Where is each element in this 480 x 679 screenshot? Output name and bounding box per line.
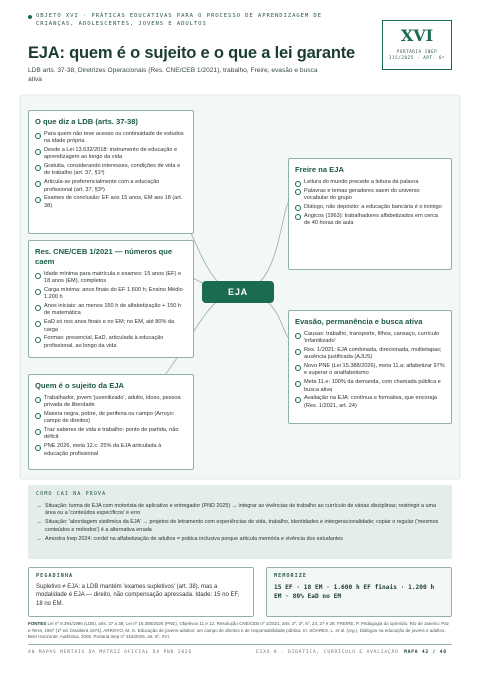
badge-number: XVI [400, 26, 434, 45]
box-ldb [28, 110, 194, 234]
memorize-text: 15 EF · 18 EM · 1.600 h EF finais · 1.200 h EM · 80% EaD no EM [274, 584, 435, 600]
list-item: Carga mínima: anos finais do EF 1.600 h; Ensino Médio 1.200 h [35, 287, 187, 302]
exam-item [36, 519, 444, 533]
list-item: Gratuita, considerando interesses, condições de vida e de trabalho (art. 37, §1º) [35, 163, 187, 178]
list-item: Traz saberes de vida e trabalho: ponto de partida, não déficit [35, 427, 187, 442]
box-evasao-list [295, 331, 445, 410]
list-item: Avaliação na EJA: contínua e formativa, que encoraja (Res. 1/2021, art. 24) [295, 395, 445, 410]
list-item: Idade mínima para matrícula e exames: 15 anos (EF) e 18 anos (EM), completos [35, 271, 187, 286]
kicker-line-1: OBJETO XVI · PRÁTICAS EDUCATIVAS PARA O PROCESSO DE APRENDIZAGEM DE [36, 13, 322, 19]
exam-title: COMO CAI NA PROVA [36, 491, 107, 497]
box-freire-list [295, 179, 445, 227]
box-freire [288, 158, 452, 270]
memorize-box [266, 567, 452, 617]
center-node-eja: EJA [202, 281, 274, 303]
footer-left: 40 MAPAS MENTAIS DA MATRIZ OFICIAL DA PND 2026 [28, 650, 193, 655]
pegadinha-text: Supletivo ≠ EJA: a LDB mantém 'exames supletivos' (art. 38), mas a modalidade é EJA — direito, não compensação apressada. Idade: 15 no EF, 18 no EM. [36, 584, 240, 607]
badge-line-1: PORTARIA INEP [396, 49, 438, 54]
box-res [28, 240, 194, 358]
box-sujeito [28, 374, 194, 470]
list-item: Exames de conclusão: EF aos 15 anos, EM aos 18 (art. 38) [35, 195, 187, 210]
exam-item-text: Situação: 'abordagem sistêmica da EJA' → projetos de letramento com experiências de vida, trabalho, identidades e intergeracionalidade; copiar o regular ('mesmos conteúdos e métodos') é a alternativa errada [45, 519, 439, 533]
footer-divider [28, 644, 452, 645]
memorize-title: MEMORIZE [274, 573, 307, 579]
box-res-title: Res. CNE/CEB 1/2021 — números que caem [35, 247, 173, 266]
list-item: Formas: presencial, EaD, articulada à educação profissional, ao longo da vida [35, 335, 187, 350]
box-ldb-list [35, 131, 187, 210]
page-subtitle: LDB arts. 37-38, Diretrizes Operacionais (Res. CNE/CEB 1/2021), trabalho, Freire, evasão e busca ativa [28, 67, 318, 83]
sources [28, 621, 452, 641]
box-evasao-title: Evasão, permanência e busca ativa [295, 317, 423, 326]
badge-line-2: 315/2025 · ART. 6º [388, 55, 446, 60]
box-sujeito-title: Quem é o sujeito da EJA [35, 381, 125, 390]
list-item: Anos iniciais: ao menos 150 h de alfabetização + 150 h de matemática [35, 303, 187, 318]
list-item: Novo PNE (Lei 15.388/2026), meta 11.a: alfabetizar 97% e superar o analfabetismo [295, 363, 445, 378]
list-item: Articula-se preferencialmente com a educação profissional (art. 37, §3º) [35, 179, 187, 194]
exam-item [36, 536, 444, 543]
box-evasao [288, 310, 452, 424]
exam-item [36, 503, 444, 517]
exam-item-text: Situação: turma de EJA com motorista de aplicativo e entregador (PND 2025) → integrar as vivências de trabalho ao currículo de várias disciplinas; restringir a uma área ou a 'conteúdos específicos' é erro [45, 503, 437, 517]
list-item: EaD só nos anos finais e no EM; no EM, até 80% da carga [35, 319, 187, 334]
footer-center: EIXO 8 · DIDÁTICA, CURRÍCULO E AVALIAÇÃO [256, 650, 399, 655]
list-item: Palavras e temas geradores saem do universo vocabular do grupo [295, 188, 445, 203]
arrow-right-icon: → [36, 519, 42, 526]
footer-page: MAPA 42 / 40 [404, 650, 447, 655]
list-item: Trabalhador, jovem 'juvenilizado', adulto, idoso, pessoa privada de liberdade [35, 395, 187, 410]
page-title: EJA: quem é o sujeito e o que a lei garante [28, 44, 355, 62]
exam-item-text: Amostra Inep 2024: cordel na alfabetização de adultos = prática inclusiva porque articula memória e vivência dos estudantes [45, 535, 344, 542]
list-item: Para quem não teve acesso ou continuidade de estudos na idade própria [35, 131, 187, 146]
list-item: Leitura do mundo precede a leitura da palavra [295, 179, 445, 186]
list-item: Maioria negra, pobre, de periferia ou campo (Arroyo: campo de direitos) [35, 411, 187, 426]
list-item: PNE 2026, meta 12.c: 25% da EJA articulada à educação profissional [35, 443, 187, 458]
list-item: Diálogo, não depósito: a educação bancária é o inimigo [295, 204, 445, 211]
exam-section [28, 485, 452, 559]
list-item: Angicos (1963): trabalhadores alfabetizados em cerca de 40 horas de aula [295, 213, 445, 228]
list-item: Causas: trabalho, transporte, filhos, cansaço, currículo 'infantilizado' [295, 331, 445, 346]
list-item: Desde a Lei 13.632/2018: instrumento de educação e aprendizagem ao longo da vida [35, 147, 187, 162]
pegadinha-title: PEGADINHA [36, 573, 74, 579]
pegadinha-box [28, 567, 254, 617]
arrow-right-icon: → [36, 535, 42, 542]
box-sujeito-list [35, 395, 187, 458]
box-ldb-title: O que diz a LDB (arts. 37-38) [35, 117, 138, 126]
box-freire-title: Freire na EJA [295, 165, 344, 174]
sources-text: Lei nº 9.394/1996 (LDB), arts. 37 a 38; Lei nº 15.388/2026 (PNE), Objetivos 11 e 12. Resolução CNE/CEB nº 1/2021, arts. 2º, 3º, 6º, 24, 27 e 28. FREIRE, P. Pedagogia do oprimido. Rio de Janeiro: Paz e Terra, 1987 (1ª ed. brasileira 1974). ARROYO, M. G. Educação de jovens-adultos: um campo de direitos e de responsabilidade pública. In: SOARES, L. et al. (org.). Diálogos na educação de jovens e adultos. Belo Horizonte: Autêntica, 2005. Portaria Inep nº 315/2025, art. 6º, XVI. [28, 621, 449, 640]
kicker-line-2: CRIANÇAS, ADOLESCENTES, JOVENS E ADULTOS [36, 21, 207, 27]
sources-label: FONTES [28, 621, 47, 626]
list-item: Res. 1/2021: EJA combinada, direcionada, multietapas; ausência justificada (AJUS) [295, 347, 445, 362]
arrow-right-icon: → [36, 503, 42, 509]
list-item: Meta 11.e: 100% da demanda, com chamada pública e busca ativa [295, 379, 445, 394]
box-res-list [35, 271, 187, 350]
